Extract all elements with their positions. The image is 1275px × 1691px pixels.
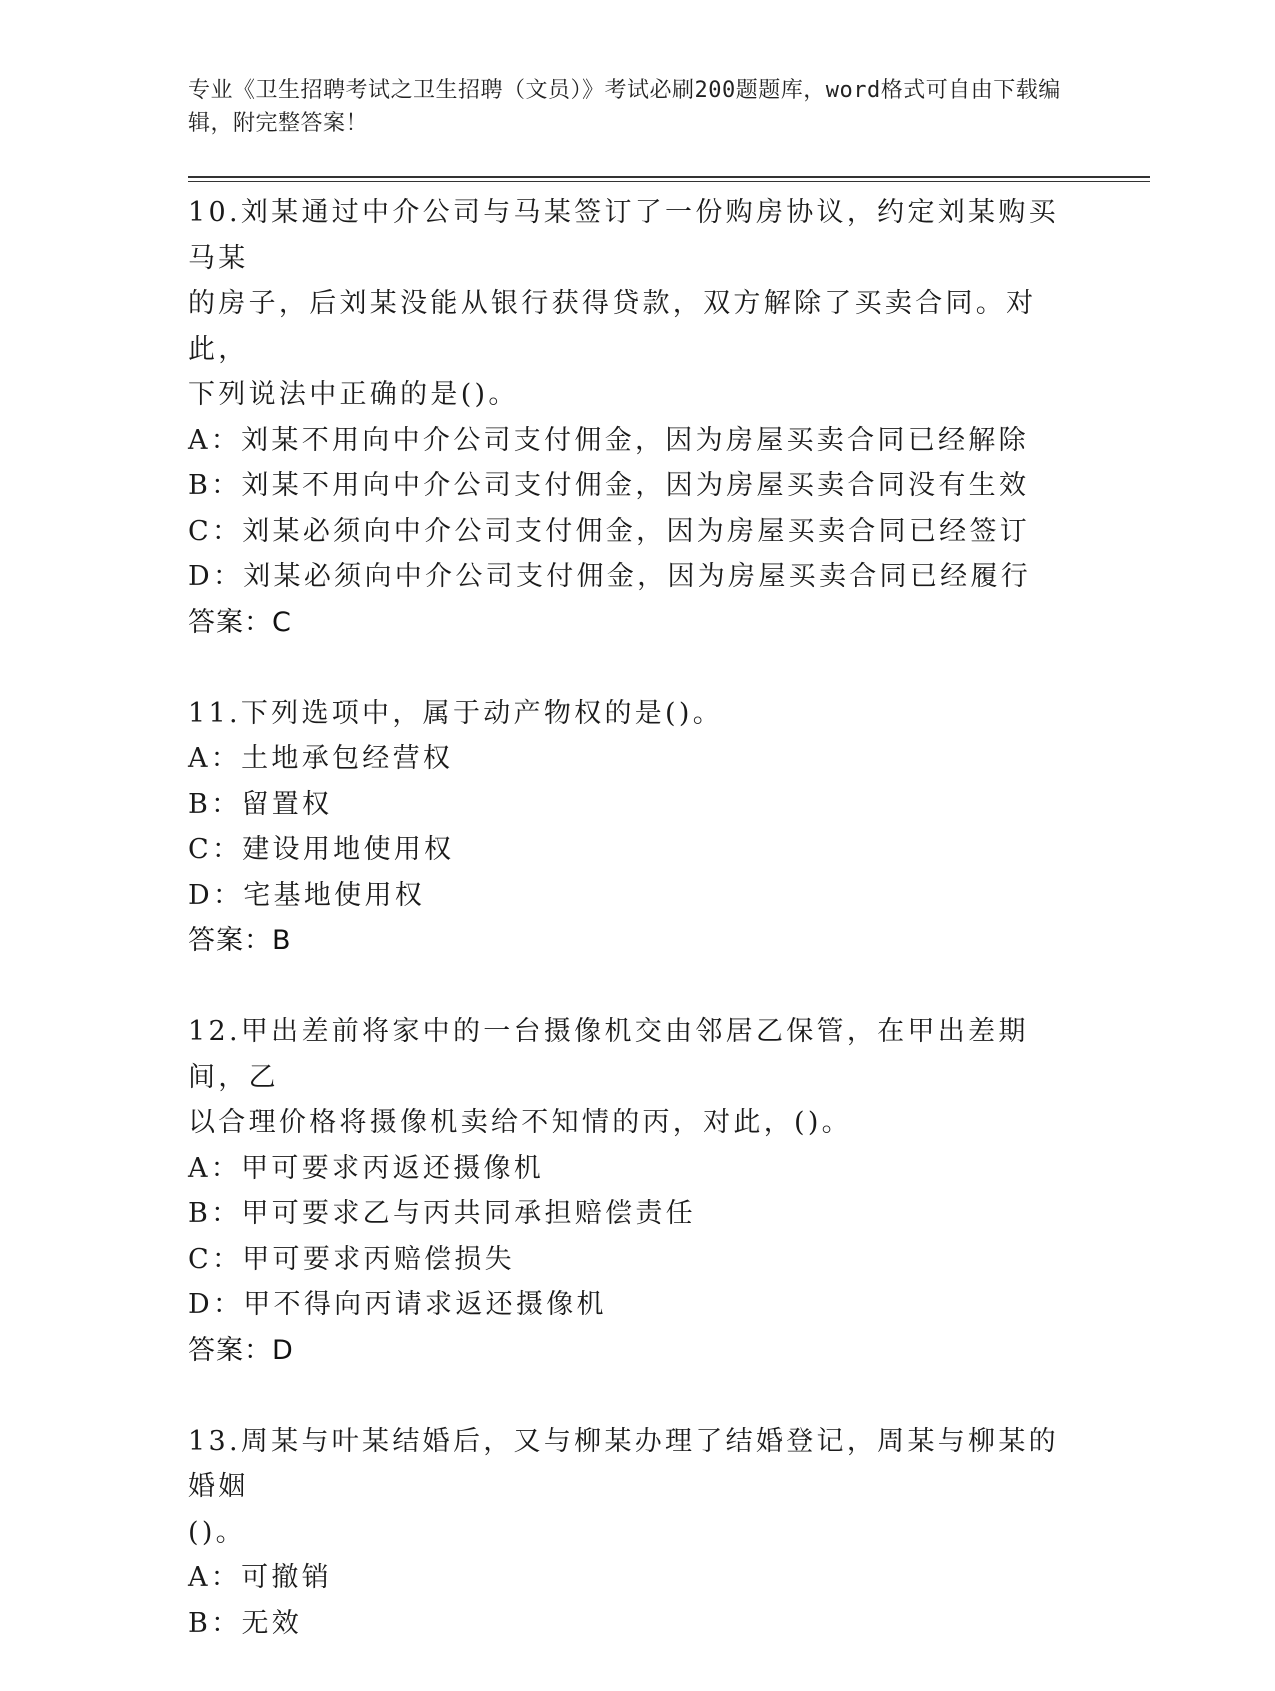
answer-label: 答案：D bbox=[188, 1334, 294, 1366]
answer-label: 答案：B bbox=[188, 925, 292, 956]
option-b: B：甲可要求乙与丙共同承担赔偿责任 bbox=[188, 1198, 696, 1229]
answer-label: 答案：C bbox=[188, 606, 292, 638]
question-stem-line: 11.下列选项中，属于动产物权的是()。 bbox=[188, 697, 724, 729]
option-c: C：刘某必须向中介公司支付佣金，因为房屋买卖合同已经签订 bbox=[188, 515, 1031, 547]
question-stem-line: 10.刘某通过中介公司与马某签订了一份购房协议，约定刘某购买马某 bbox=[188, 197, 1059, 274]
question-stem-line: ()。 bbox=[188, 1516, 246, 1548]
question-10 bbox=[188, 190, 1088, 646]
question-12 bbox=[188, 1009, 1088, 1374]
option-d: D：宅基地使用权 bbox=[188, 879, 426, 911]
option-b: B：留置权 bbox=[188, 788, 333, 820]
question-list bbox=[188, 190, 1088, 1691]
page-header: 专业《卫生招聘考试之卫生招聘（文员）》考试必刷200题题库，word格式可自由下载编辑，附完整答案！ bbox=[188, 78, 1061, 136]
question-stem-line: 13.周某与叶某结婚后，又与柳某办理了结婚登记，周某与柳某的婚姻 bbox=[188, 1425, 1059, 1502]
option-a: A：土地承包经营权 bbox=[188, 743, 454, 774]
question-stem-line: 下列说法中正确的是()。 bbox=[188, 379, 519, 410]
question-stem-line: 以合理价格将摄像机卖给不知情的丙，对此，()。 bbox=[188, 1107, 852, 1138]
option-c: C：建设用地使用权 bbox=[188, 834, 455, 865]
option-c: C：甲可要求丙赔偿损失 bbox=[188, 1243, 515, 1275]
option-b: B：刘某不用向中介公司支付佣金，因为房屋买卖合同没有生效 bbox=[188, 470, 1030, 501]
option-a: A：可撤销 bbox=[188, 1562, 332, 1593]
header-divider bbox=[188, 176, 1150, 182]
option-b: B：无效 bbox=[188, 1607, 303, 1639]
question-11 bbox=[188, 691, 1088, 965]
question-13 bbox=[188, 1419, 1088, 1647]
option-a: A：刘某不用向中介公司支付佣金，因为房屋买卖合同已经解除 bbox=[188, 424, 1029, 456]
option-d: D：刘某必须向中介公司支付佣金，因为房屋买卖合同已经履行 bbox=[188, 561, 1032, 592]
question-stem-line: 的房子，后刘某没能从银行获得贷款，双方解除了买卖合同。对此， bbox=[188, 288, 1037, 365]
question-stem-line: 12.甲出差前将家中的一台摄像机交由邻居乙保管，在甲出差期间，乙 bbox=[188, 1016, 1029, 1093]
option-d: D：甲不得向丙请求返还摄像机 bbox=[188, 1289, 607, 1320]
option-a: A：甲可要求丙返还摄像机 bbox=[188, 1152, 545, 1184]
